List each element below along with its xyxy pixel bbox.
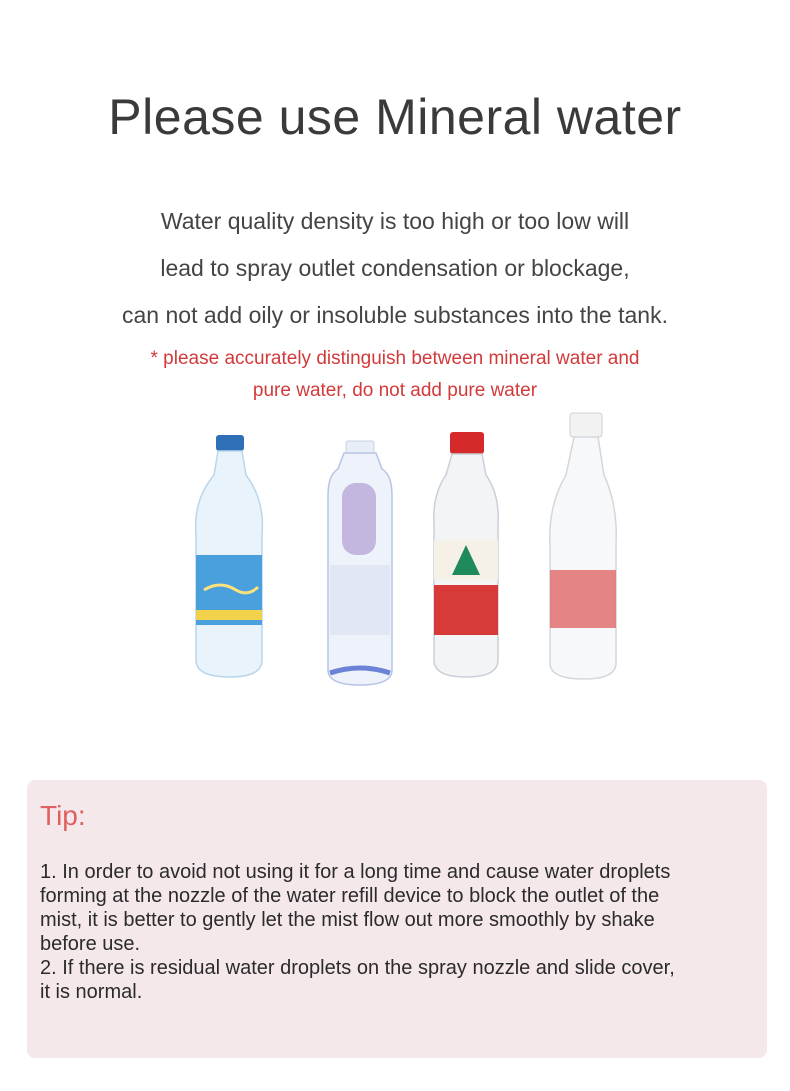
description-line-3: can not add oily or insoluble substances into the tank. [122, 302, 668, 328]
warning-line-1: * please accurately distinguish between mineral water and [150, 348, 640, 369]
blue-cap-water-bottle-icon [196, 435, 263, 677]
slim-glass-water-bottle-icon [328, 441, 392, 685]
tip-line: before use. [40, 933, 141, 955]
description-line-1: Water quality density is too high or too low will [160, 208, 630, 234]
tip-line: 1. In order to avoid not using it for a long time and cause water droplets [40, 861, 671, 883]
warning-line-2: pure water, do not add pure water [252, 380, 538, 401]
water-bottles-image [0, 405, 790, 705]
tip-panel [27, 780, 767, 1058]
tip-line: it is normal. [40, 981, 143, 1003]
tip-line: forming at the nozzle of the water refill device to block the outlet of the [40, 885, 660, 907]
tip-line: 2. If there is residual water droplets on the spray nozzle and slide cover, [40, 957, 675, 979]
tip-line: mist, it is better to gently let the mist flow out more smoothly by shake [40, 909, 655, 931]
page-title: Please use Mineral water [108, 89, 682, 145]
tip-title: Tip: [40, 800, 86, 831]
description-line-2: lead to spray outlet condensation or blockage, [160, 255, 630, 281]
white-cap-water-bottle-icon [550, 413, 616, 679]
red-cap-water-bottle-icon [434, 432, 499, 677]
tip-text [40, 860, 740, 1004]
